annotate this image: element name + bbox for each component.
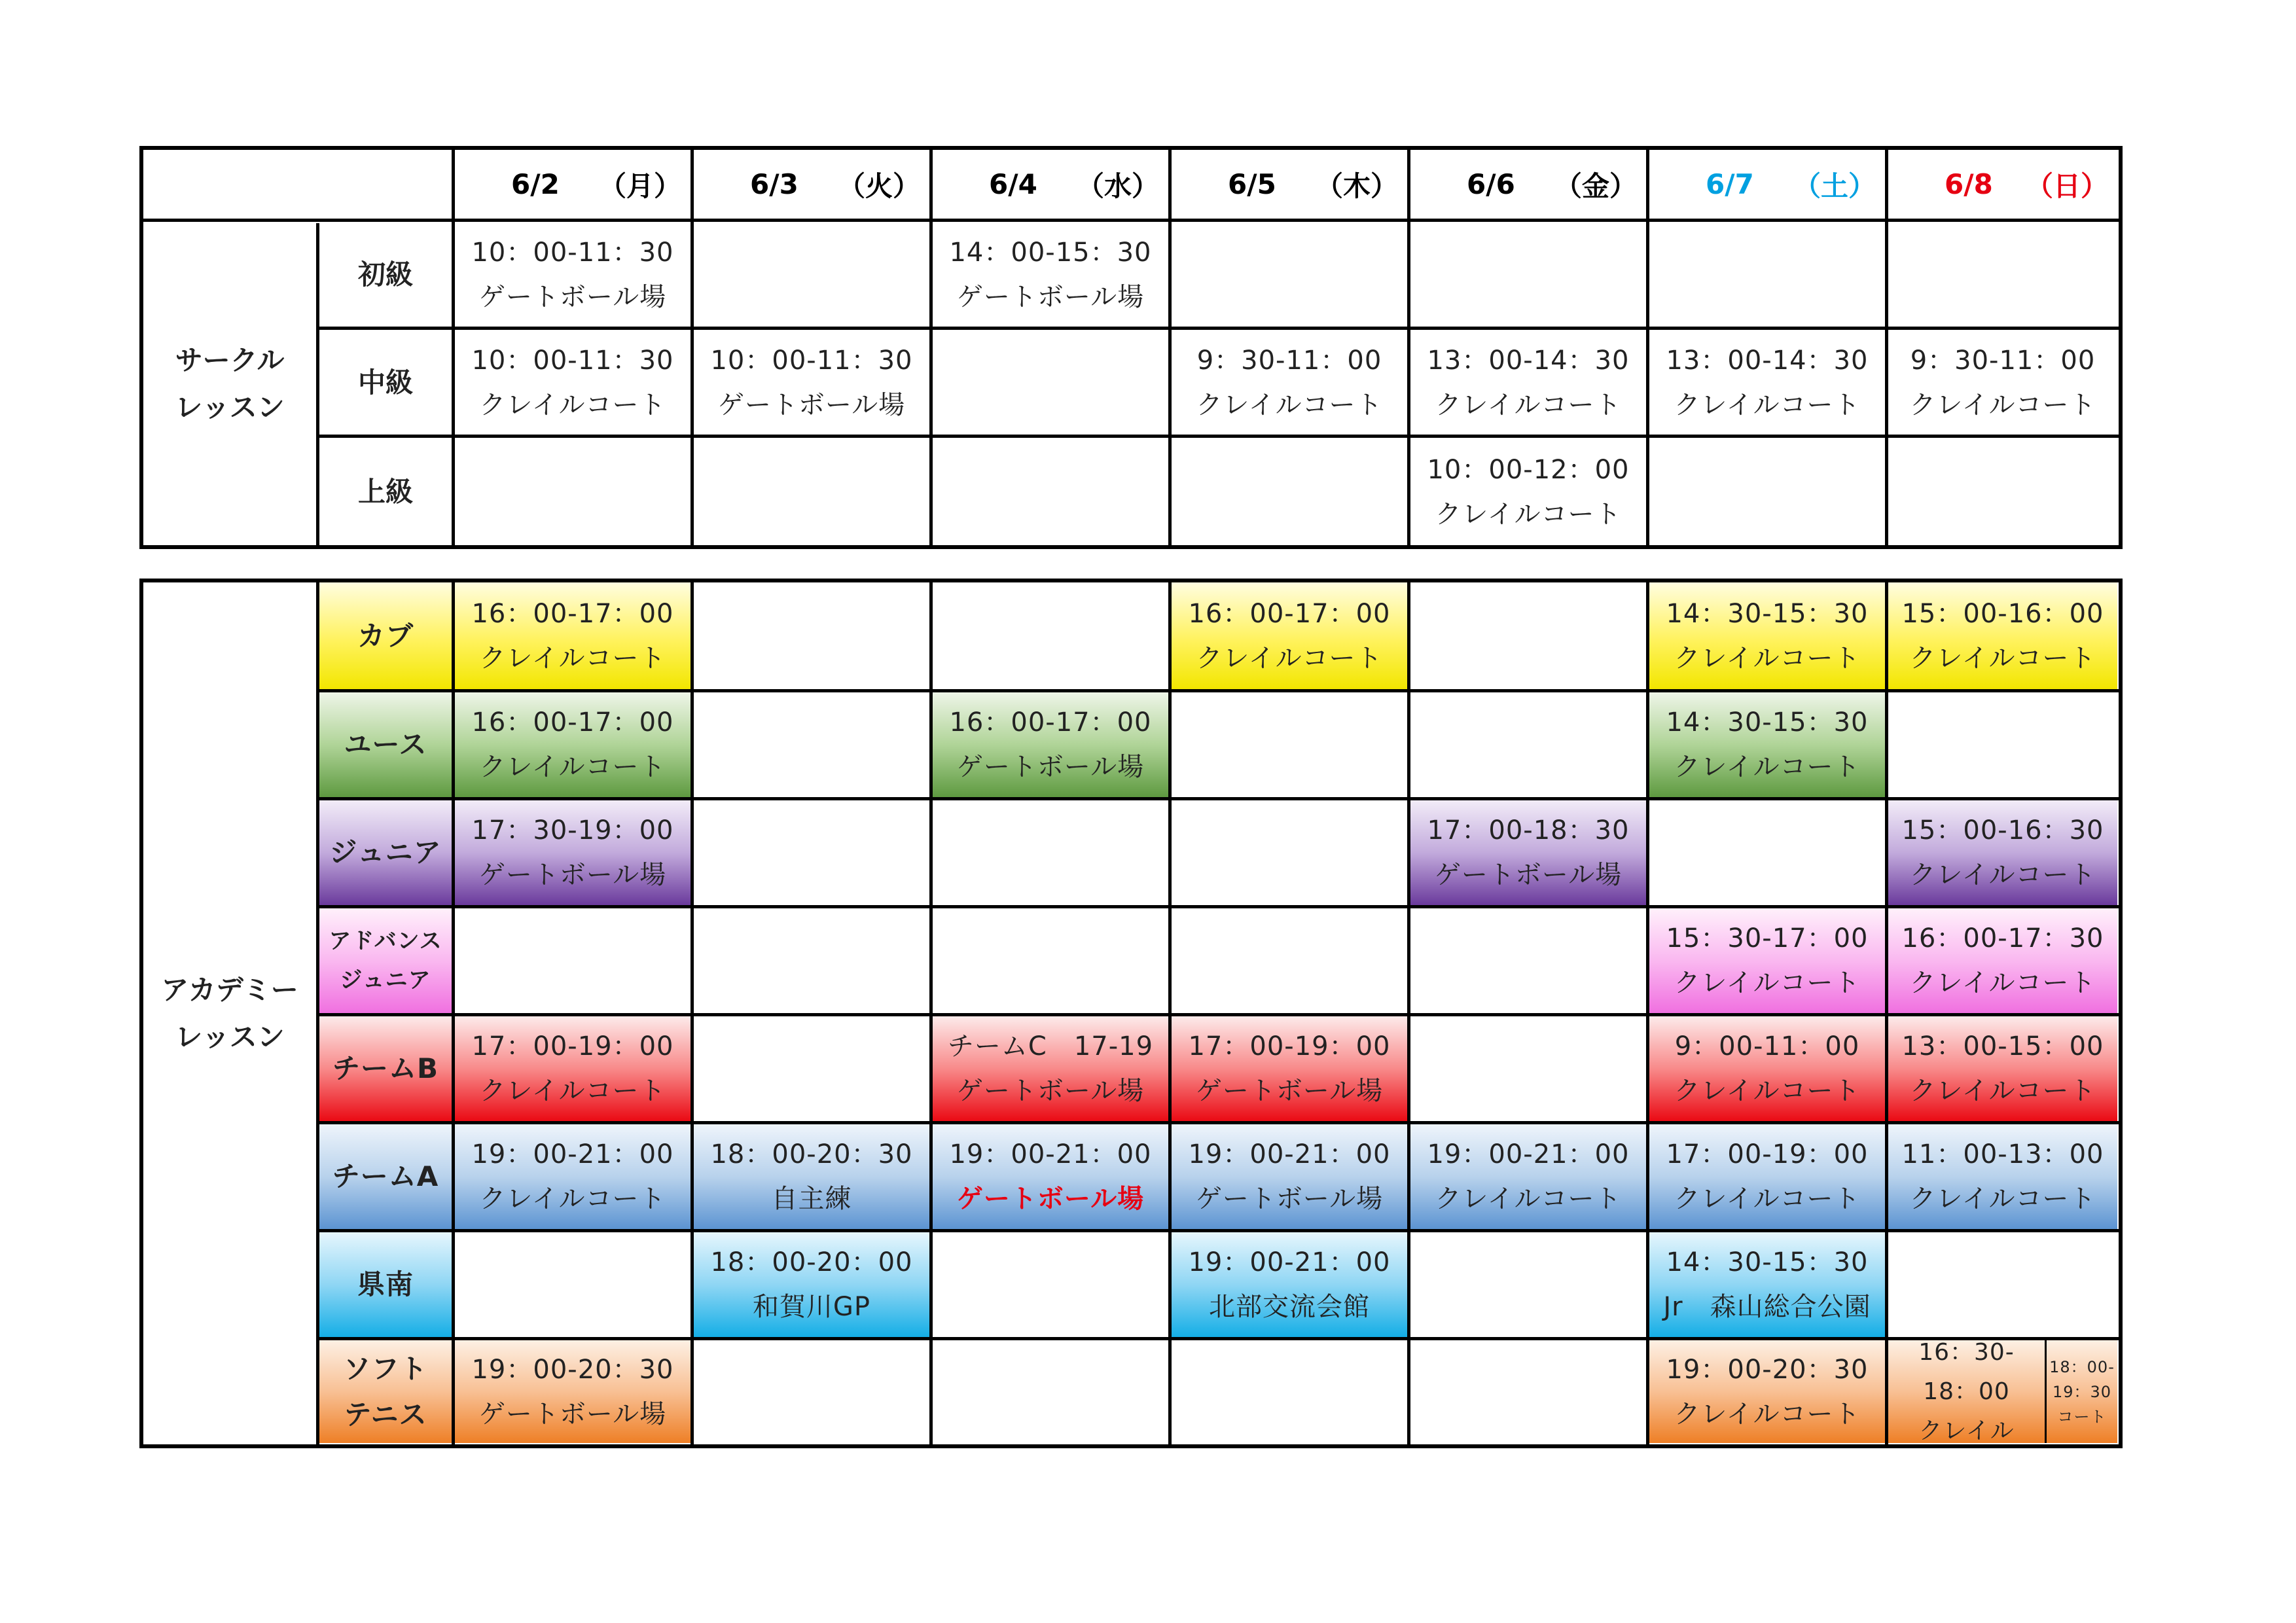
circle-session-cell	[1172, 331, 1407, 435]
academy-session-cell	[1649, 1340, 1885, 1443]
group-label-line: 県南	[357, 1268, 414, 1300]
academy-session-cell	[455, 1016, 691, 1121]
session-time: 13：00-14：30	[1427, 346, 1630, 376]
level-label-beginner	[320, 223, 451, 327]
academy-session-cell	[455, 692, 691, 797]
circle-session-cell	[1888, 331, 2117, 435]
date-label: 6/7	[1706, 168, 1754, 200]
session-place: クレイルコート	[1909, 1184, 2096, 1214]
session-place: クレイルコート	[1674, 968, 1861, 998]
section-label-line: アカデミー	[161, 973, 298, 1006]
section-label-line: サークル	[175, 344, 285, 376]
session-time: 18：00-20：00	[710, 1247, 913, 1277]
session-time: 16：00-17：00	[471, 707, 674, 738]
session-time: 17：00-18：30	[1427, 815, 1630, 846]
circle-session-cell	[933, 223, 1168, 327]
section-label-line: レッスン	[175, 1020, 285, 1053]
session-place: ゲートボール場	[956, 282, 1145, 312]
group-label-7	[319, 1232, 452, 1337]
session-time: 16：00-17：30	[1901, 923, 2104, 954]
academy-session-cell	[1649, 1232, 1885, 1337]
academy-session-cell	[1888, 1124, 2117, 1229]
session-place: クレイルコート	[479, 1184, 666, 1214]
session-time: 9：30-11：00	[1196, 346, 1382, 376]
session-place: クレイルコート	[1674, 752, 1861, 782]
session-time: 10：00-11：30	[710, 346, 913, 376]
session-time: 19：00-21：00	[1427, 1139, 1630, 1169]
session-time: 19：00-21：00	[1188, 1247, 1391, 1277]
group-label-5	[319, 1016, 452, 1121]
session-time: 18：00-20：30	[710, 1139, 913, 1169]
session-place: クレイルコート	[1196, 643, 1383, 673]
group-label-line: カブ	[357, 619, 414, 652]
session-time: 14：30-15：30	[1666, 598, 1869, 629]
weekday-label: （土）	[1793, 169, 1876, 202]
session-place: クレイルコート	[1674, 1076, 1861, 1106]
academy-session-cell	[933, 1016, 1168, 1121]
session-place: クレイルコート	[479, 1076, 666, 1106]
session-place: ゲートボール場	[956, 1184, 1145, 1214]
date-header-7	[1888, 150, 2117, 219]
session-time: 19：00-21：00	[471, 1139, 674, 1169]
session-place: 和賀川GP	[752, 1292, 871, 1322]
date-label: 6/4	[989, 168, 1037, 200]
session-place: クレイルコート	[1909, 860, 2096, 890]
session-place: 北部交流会館	[1209, 1292, 1370, 1322]
group-label-line: チームB	[332, 1052, 439, 1084]
session-time: 15：30-17：00	[1666, 923, 1869, 954]
date-label: 6/5	[1228, 168, 1276, 200]
session-place: クレイルコート	[1674, 643, 1861, 673]
academy-session-cell	[694, 1124, 929, 1229]
session-place: クレイルコート	[479, 643, 666, 673]
academy-lesson-table	[139, 579, 2123, 1448]
academy-session-cell	[1888, 1016, 2117, 1121]
weekday-label: （木）	[1315, 169, 1398, 202]
academy-session-cell	[1649, 692, 1885, 797]
session-time: 9：00-11：00	[1674, 1031, 1860, 1061]
section-label-circle	[143, 223, 316, 545]
grid-line	[316, 223, 319, 545]
group-label-line: アドバンス	[329, 928, 442, 954]
academy-session-cell	[455, 582, 691, 689]
date-label: 6/6	[1467, 168, 1515, 200]
group-label-line: ジュニア	[340, 967, 431, 993]
session-place: ゲートボール場	[717, 390, 906, 420]
weekday-label: （火）	[837, 169, 920, 202]
group-label-line: チームA	[332, 1160, 439, 1192]
session-time: 10：00-11：30	[471, 346, 674, 376]
session-place: クレイルコート	[1909, 1076, 2096, 1106]
circle-session-cell	[1410, 439, 1646, 545]
session-place: ゲートボール場	[1434, 860, 1623, 890]
session-time: 15：00-16：00	[1901, 598, 2104, 629]
grid-line	[317, 327, 2119, 330]
session-time: 10：00-11：30	[471, 238, 674, 268]
academy-session-cell	[1649, 582, 1885, 689]
session-time: 19：00-20：30	[1666, 1354, 1869, 1385]
date-header-3	[933, 150, 1168, 219]
group-label-line: ソフト	[343, 1352, 428, 1385]
session-time: 16：00-17：00	[471, 598, 674, 629]
grid-line	[1407, 582, 1410, 1444]
grid-line	[317, 435, 2119, 438]
date-header-1	[455, 150, 691, 219]
group-label-line: ユース	[344, 728, 427, 760]
split-line: コート	[2057, 1407, 2107, 1426]
session-place: クレイルコート	[479, 752, 666, 782]
weekday-label: （日）	[2025, 169, 2108, 202]
group-label-3	[319, 800, 452, 905]
session-place: クレイルコート	[479, 390, 666, 420]
session-place: ゲートボール場	[1195, 1184, 1384, 1214]
academy-session-cell	[1410, 1124, 1646, 1229]
date-header-5	[1410, 150, 1646, 219]
section-label-academy	[143, 582, 316, 1444]
session-time: 10：00-12：00	[1427, 455, 1630, 485]
academy-session-cell	[1172, 582, 1407, 689]
academy-session-cell	[1410, 800, 1646, 905]
session-place: ゲートボール場	[1195, 1076, 1384, 1106]
date-header-4	[1172, 150, 1407, 219]
group-label-6	[319, 1124, 452, 1229]
circle-session-cell	[694, 331, 929, 435]
group-label-4	[319, 908, 452, 1013]
session-place: 自主練	[771, 1184, 852, 1214]
session-place: ゲートボール場	[478, 282, 667, 312]
split-line: クレイル	[1918, 1417, 2015, 1444]
group-label-1	[319, 582, 452, 689]
session-time: 17：00-19：00	[1666, 1139, 1869, 1169]
session-place: クレイルコート	[1435, 390, 1622, 420]
group-label-line: テニス	[344, 1398, 427, 1431]
academy-session-cell	[1172, 1124, 1407, 1229]
grid-line	[1885, 582, 1888, 1444]
session-time: 9：30-11：00	[1910, 346, 2096, 376]
session-time: 17：30-19：00	[471, 815, 674, 846]
split-line: 19：30	[2052, 1382, 2112, 1401]
academy-session-cell	[694, 1232, 929, 1337]
session-place: クレイルコート	[1909, 968, 2096, 998]
session-place: Jr 森山総合公園	[1663, 1292, 1871, 1322]
session-time: 16：00-17：00	[949, 707, 1152, 738]
session-time: 14：30-15：30	[1666, 1247, 1869, 1277]
session-place: ゲートボール場	[478, 860, 667, 890]
weekday-label: （月）	[598, 169, 681, 202]
grid-line	[143, 219, 2119, 222]
session-time: 13：00-15：00	[1901, 1031, 2104, 1061]
academy-session-cell	[455, 1340, 691, 1443]
session-time: チームC 17-19	[947, 1031, 1154, 1061]
split-line: 16：30-	[1918, 1338, 2015, 1366]
session-time: 14：30-15：30	[1666, 707, 1869, 738]
academy-session-cell	[1649, 1016, 1885, 1121]
session-place: クレイルコート	[1674, 1399, 1861, 1429]
level-label-text: 中級	[357, 366, 413, 399]
date-label: 6/3	[750, 168, 798, 200]
split-line: 18：00-	[2049, 1357, 2115, 1376]
academy-session-cell	[1172, 1016, 1407, 1121]
circle-session-cell	[1410, 331, 1646, 435]
academy-session-cell	[1888, 908, 2117, 1013]
academy-session-cell	[933, 692, 1168, 797]
session-time: 19：00-21：00	[949, 1139, 1152, 1169]
academy-session-cell	[1888, 1340, 2117, 1443]
session-place: クレイルコート	[1674, 390, 1861, 420]
session-time: 19：00-20：30	[471, 1354, 674, 1385]
session-time: 19：00-21：00	[1188, 1139, 1391, 1169]
circle-lesson-table	[139, 146, 2123, 549]
academy-session-cell	[1172, 1232, 1407, 1337]
split-right	[2047, 1340, 2117, 1443]
split-left	[1888, 1340, 2047, 1443]
session-place: クレイルコート	[1196, 390, 1383, 420]
session-time: 17：00-19：00	[471, 1031, 674, 1061]
date-label: 6/2	[511, 168, 560, 200]
session-place: クレイルコート	[1909, 390, 2096, 420]
session-place: クレイルコート	[1435, 1184, 1622, 1214]
session-place: クレイルコート	[1674, 1184, 1861, 1214]
date-header-6	[1649, 150, 1885, 219]
session-place: ゲートボール場	[478, 1399, 667, 1429]
level-label-advanced	[320, 439, 451, 545]
session-place: ゲートボール場	[956, 752, 1145, 782]
session-time: 11：00-13：00	[1901, 1139, 2104, 1169]
date-label: 6/8	[1945, 168, 1993, 200]
session-place: クレイルコート	[1435, 499, 1622, 529]
session-time: 13：00-14：30	[1666, 346, 1869, 376]
academy-session-cell	[1649, 1124, 1885, 1229]
academy-session-cell	[455, 800, 691, 905]
circle-session-cell	[1649, 331, 1885, 435]
circle-session-cell	[455, 331, 691, 435]
academy-session-cell	[455, 1124, 691, 1229]
level-label-text: 初級	[357, 259, 413, 291]
circle-session-cell	[455, 223, 691, 327]
academy-session-cell	[1649, 908, 1885, 1013]
session-place: ゲートボール場	[956, 1076, 1145, 1106]
split-line: 18：00	[1923, 1378, 2010, 1405]
date-header-2	[694, 150, 929, 219]
level-label-intermediate	[320, 331, 451, 435]
level-label-text: 上級	[357, 476, 413, 508]
session-time: 16：00-17：00	[1188, 598, 1391, 629]
session-time: 14：00-15：30	[949, 238, 1152, 268]
session-place: クレイルコート	[1909, 643, 2096, 673]
group-label-2	[319, 692, 452, 797]
weekday-label: （水）	[1076, 169, 1159, 202]
section-label-line: レッスン	[175, 391, 285, 423]
session-time: 15：00-16：30	[1901, 815, 2104, 846]
weekday-label: （金）	[1554, 169, 1637, 202]
group-label-8	[319, 1340, 452, 1443]
group-label-line: ジュニア	[329, 836, 442, 868]
academy-session-cell	[1888, 800, 2117, 905]
session-time: 17：00-19：00	[1188, 1031, 1391, 1061]
academy-session-cell	[933, 1124, 1168, 1229]
academy-session-cell	[1888, 582, 2117, 689]
